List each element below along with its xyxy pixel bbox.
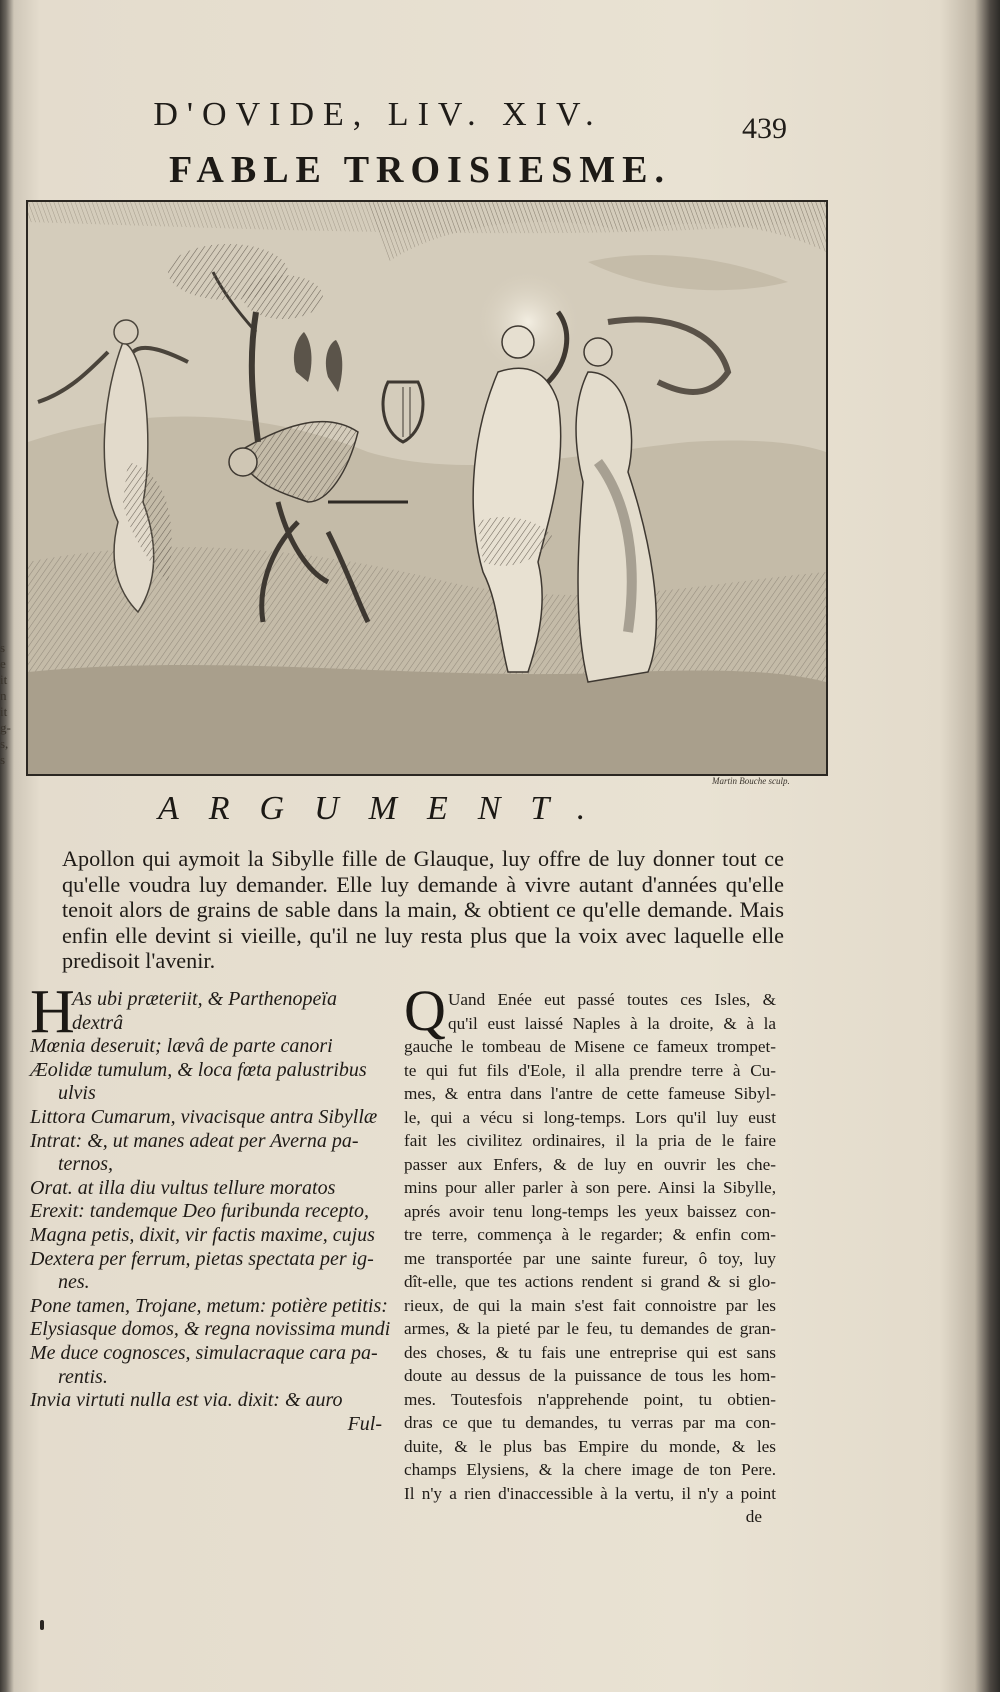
fable-title: FABLE TROISIESME.	[169, 149, 671, 191]
latin-line: Littora Cumarum, vivacisque antra Sibyllæ	[30, 1105, 378, 1128]
french-line: dras ce que tu demandes, tu verras par ma con-	[404, 1413, 776, 1432]
sun-halo	[468, 262, 588, 382]
french-line: rieux, de qui la main s'est fait connoistre par les	[404, 1295, 776, 1315]
engraving-drawing	[28, 202, 826, 774]
gutter-fragment: s,	[0, 736, 9, 751]
engraving-illustration	[26, 200, 828, 776]
french-line: tre terre, commença à le regarder; & enfin com-	[404, 1225, 776, 1244]
french-line: doute au dessus de la puissance de tous les hom-	[404, 1366, 776, 1385]
latin-line: Intrat: &, ut manes adeat per Averna pa-	[30, 1129, 359, 1152]
latin-line: Erexit: tandemque Deo furibunda recepto,	[30, 1200, 369, 1223]
french-line: gauche le tombeau de Misene ce fameux trompet-	[404, 1037, 776, 1056]
french-line: mes. Toutesfois n'apprehende point, tu obtien-	[404, 1389, 776, 1409]
french-line: duite, & le plus bas Empire du monde, & les	[404, 1436, 776, 1456]
gutter-fragment: e	[0, 656, 6, 671]
latin-line: dextrâ	[72, 1011, 124, 1034]
french-line: Uand Enée eut passé toutes ces Isles, &	[448, 990, 776, 1009]
running-head: D'OVIDE, LIV. XIV.	[153, 96, 603, 133]
ink-speck	[40, 1620, 44, 1630]
latin-line: ternos,	[58, 1153, 113, 1176]
latin-line: Pone tamen, Trojane, metum: potière petitis:	[30, 1294, 388, 1317]
latin-line: Magna petis, dixit, vir factis maxime, cujus	[30, 1223, 375, 1246]
french-line: dît-elle, que tes actions rendent si grand & si glo-	[404, 1272, 776, 1291]
latin-line: Orat. at illa diu vultus tellure moratos	[30, 1176, 336, 1199]
latin-line: Elysiasque domos, & regna novissima mundi	[30, 1318, 391, 1341]
argument-heading: ARGUMENT.	[158, 790, 616, 827]
latin-line: rentis.	[58, 1365, 108, 1388]
gutter-fragment: it	[0, 672, 8, 687]
french-line: te qui fut fils d'Eole, il alla prendre terre à Cu-	[404, 1060, 776, 1080]
gutter-fragment: n	[0, 688, 7, 703]
latin-line: Me duce cognosces, simulacraque cara pa-	[30, 1341, 378, 1364]
french-line: passer aux Enfers, & de luy en ouvrir les che-	[404, 1154, 776, 1174]
gutter-fragment: s	[0, 752, 6, 767]
latin-line: As ubi præteriit, & Parthenopeïa	[72, 988, 337, 1010]
gutter-fragment: it	[0, 704, 8, 719]
latin-line: Invia virtuti nulla est via. dixit: & auro	[30, 1389, 343, 1412]
latin-catchword: Ful-	[347, 1412, 382, 1435]
french-line: Il n'y a rien d'inaccessible à la vertu, il n'y a point	[404, 1483, 776, 1503]
argument-text: Apollon qui aymoit la Sibylle fille de Glauque, luy offre de luy donner tout ce qu'elle voudra luy demander. Elle luy demande à vivre autant d'années qu'elle tenoit alors de grains de sable dans la main, & obtient ce qu'elle demande. Mais enfin elle devint si vieille, qu'il ne luy resta plus que la voix avec laquelle elle predisoit l'avenir.	[62, 846, 784, 973]
french-line: champs Elysiens, & la chere image de ton Pere.	[404, 1460, 776, 1479]
gutter-fragment: g-	[0, 720, 11, 735]
french-line: me transportée par une sainte fureur, ô toy, luy	[404, 1248, 776, 1268]
french-line: fait les civilitez ordinaires, il la pria de le faire	[404, 1131, 776, 1150]
latin-line: nes.	[58, 1271, 90, 1294]
french-line: aprés avoir tenu long-temps les yeux baissez con-	[404, 1201, 776, 1221]
french-line: mins pour aller parler à son pere. Ainsi la Sibylle,	[404, 1178, 776, 1197]
latin-line: Dextera per ferrum, pietas spectata per ig-	[30, 1247, 374, 1270]
french-catchword: de	[745, 1507, 762, 1526]
french-line: des choses, & tu fais une entreprise qui est sans	[404, 1342, 776, 1362]
french-line: le, qui a vécu si long-temps. Lors qu'il luy eust	[404, 1107, 776, 1127]
page-number: 439	[742, 112, 787, 145]
latin-verse-column	[30, 988, 390, 1436]
latin-line: Mœnia deseruit; lævâ de parte canori	[30, 1035, 333, 1058]
french-prose-column	[404, 988, 776, 1529]
latin-line: ulvis	[58, 1082, 96, 1105]
french-dropcap: Q	[404, 978, 446, 1043]
latin-line: Æolidæ tumulum, & loca fœta palustribus	[30, 1058, 367, 1081]
latin-dropcap: H	[30, 978, 75, 1046]
facing-page-gutter-fragments	[0, 640, 14, 820]
french-line: mes, & entra dans l'antre de cette fameuse Sibyl-	[404, 1084, 776, 1103]
french-line: armes, & la pieté par le feu, tu demandes de gran-	[404, 1319, 776, 1338]
gutter-fragment: s	[0, 640, 6, 655]
french-line: qu'il eust laissé Naples à la droite, & à la	[448, 1013, 776, 1033]
engraver-signature: Martin Bouche sculp.	[712, 776, 790, 786]
